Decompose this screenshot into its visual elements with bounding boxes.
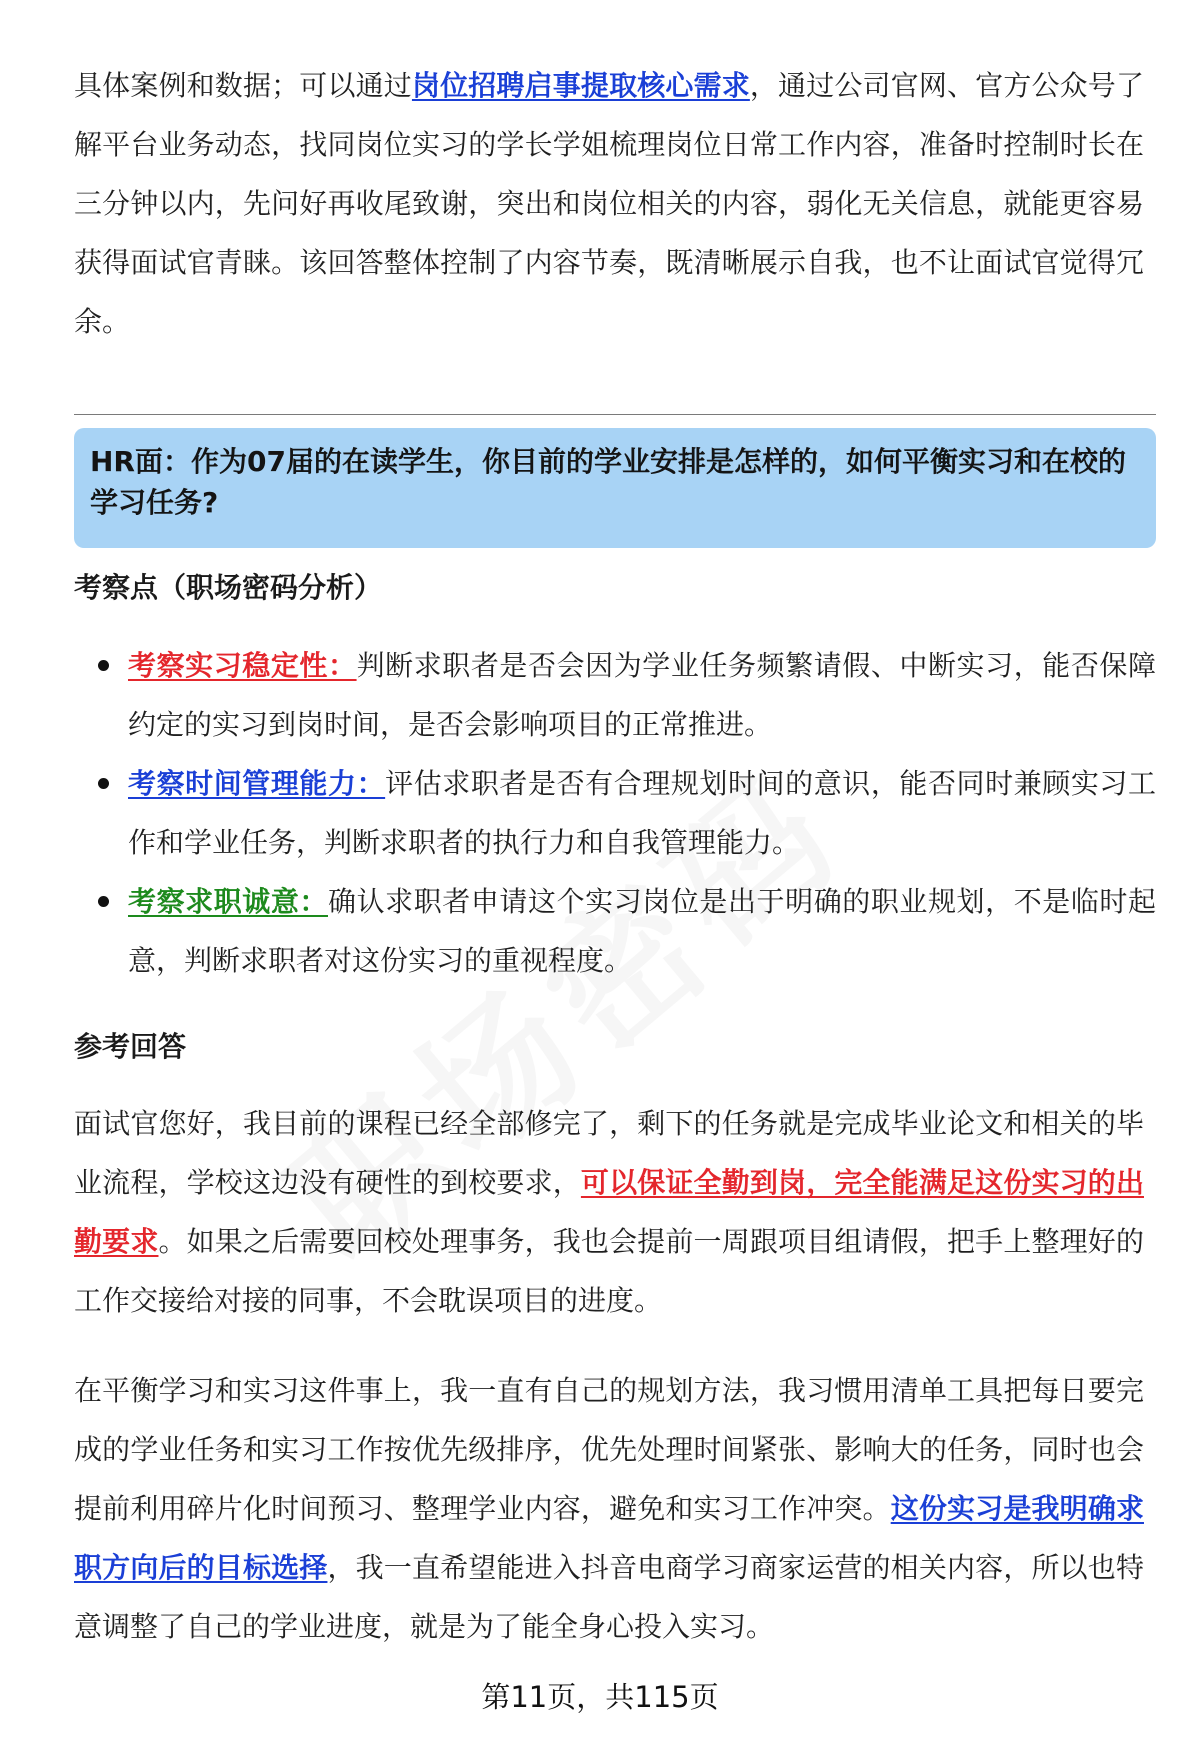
bullet-dot-icon xyxy=(98,896,109,907)
answer2-highlight: 这份实习是我明确求职方向后的目标选择 xyxy=(74,1492,1144,1584)
intro-paragraph xyxy=(74,56,1144,351)
answer1-text-2: 。如果之后需要回校处理事务，我也会提前一周跟项目组请假，把手上整理好的工作交接给对接的同事，不会耽误项目的进度。 xyxy=(74,1225,1144,1317)
bullet-label: 考察求职诚意： xyxy=(128,885,328,918)
bullet-dot-icon xyxy=(98,778,109,789)
intro-link[interactable]: 岗位招聘启事提取核心需求 xyxy=(411,69,750,102)
question-box xyxy=(74,428,1156,548)
intro-text-2: ，通过公司官网、官方公众号了解平台业务动态，找同岗位实习的学长学姐梳理岗位日常工作内容，准备时控制时长在三分钟以内，先问好再收尾致谢，突出和岗位相关的内容，弱化无关信息，就能更容易获得面试官青睐。该回答整体控制了内容节奏，既清晰展示自我，也不让面试官觉得冗余。 xyxy=(74,69,1144,338)
list-item xyxy=(74,636,1156,754)
answer1-highlight: 可以保证全勤到岗，完全能满足这份实习的出勤要求 xyxy=(74,1166,1144,1258)
bullet-label: 考察时间管理能力： xyxy=(128,767,386,800)
bullet-dot-icon xyxy=(98,660,109,671)
bullet-text: 确认求职者申请这个实习岗位是出于明确的职业规划，不是临时起意，判断求职者对这份实习的重视程度。 xyxy=(128,885,1156,977)
analysis-list xyxy=(74,636,1156,990)
answer1-text-1: 面试官您好，我目前的课程已经全部修完了，剩下的任务就是完成毕业论文和相关的毕业流程，学校这边没有硬性的到校要求， xyxy=(74,1107,1144,1199)
answer-paragraph-1 xyxy=(74,1094,1144,1330)
section-divider xyxy=(74,414,1156,415)
list-item xyxy=(74,872,1156,990)
bullet-label: 考察实习稳定性： xyxy=(128,649,357,682)
intro-text-1: 具体案例和数据；可以通过 xyxy=(74,69,412,102)
answer-paragraph-2 xyxy=(74,1361,1144,1656)
answer2-text-2: ，我一直希望能进入抖音电商学习商家运营的相关内容，所以也特意调整了自己的学业进度，就是为了能全身心投入实习。 xyxy=(74,1551,1144,1643)
question-text: HR面：作为07届的在读学生，你目前的学业安排是怎样的，如何平衡实习和在校的学习任务? xyxy=(90,445,1126,519)
bullet-text: 评估求职者是否有合理规划时间的意识，能否同时兼顾实习工作和学业任务，判断求职者的执行力和自我管理能力。 xyxy=(128,767,1156,859)
bullet-text: 判断求职者是否会因为学业任务频繁请假、中断实习，能否保障约定的实习到岗时间，是否会影响项目的正常推进。 xyxy=(128,649,1156,741)
analysis-heading: 考察点（职场密码分析） xyxy=(74,571,383,604)
answer2-text-1: 在平衡学习和实习这件事上，我一直有自己的规划方法，我习惯用清单工具把每日要完成的学业任务和实习工作按优先级排序，优先处理时间紧张、影响大的任务，同时也会提前利用碎片化时间预习、整理学业内容，避免和实习工作冲突。 xyxy=(74,1374,1144,1525)
page-number: 第11页，共115页 xyxy=(481,1680,719,1714)
list-item xyxy=(74,754,1156,872)
answer-heading: 参考回答 xyxy=(74,1030,187,1063)
